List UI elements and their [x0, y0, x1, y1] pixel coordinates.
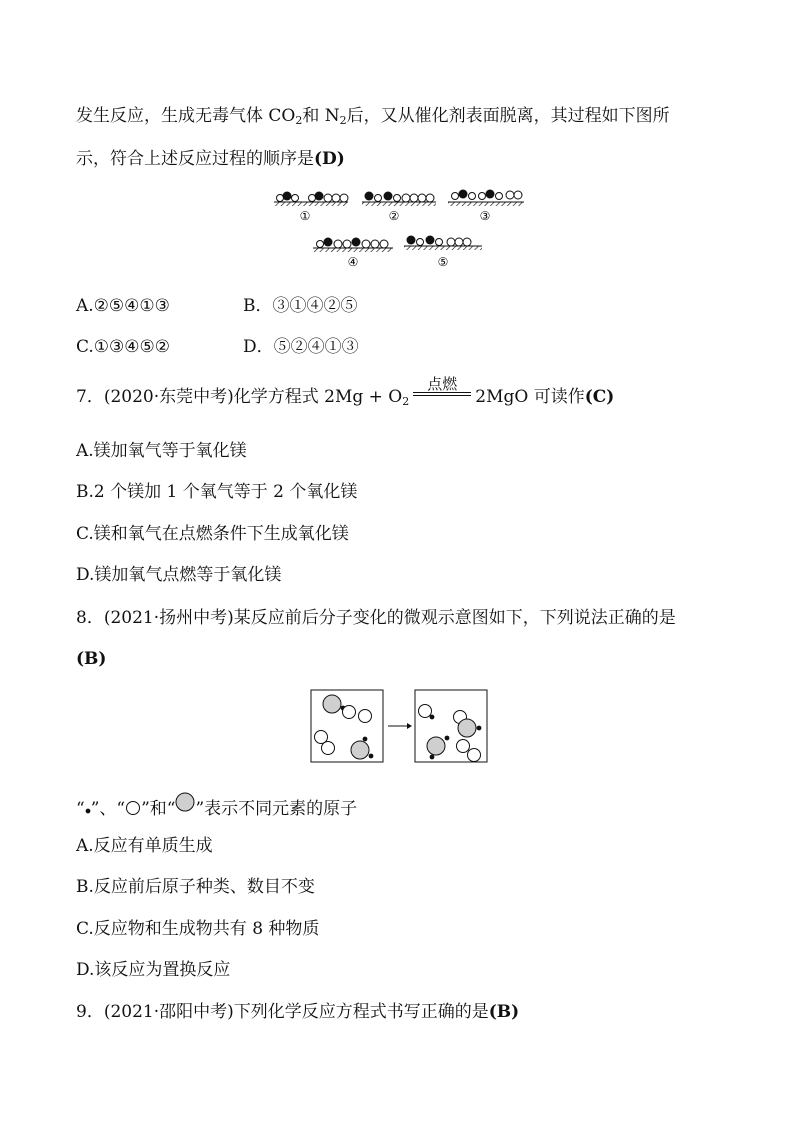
q8-after-box: [415, 690, 487, 762]
q6-line1: 发生反应，生成无毒气体 $CO_2$和 $N_2$后，又从催化剂表面脱离，其过程如下图所: [76, 106, 670, 127]
q7-option-d: D.镁加氧气点燃等于氧化镁: [76, 565, 282, 585]
q6-option-a: A.②⑤④①③: [76, 296, 170, 316]
white-atom-icon: [125, 800, 141, 816]
q8-legend: “ ”、“ ”和“ ”表示不同元素的原子: [76, 792, 357, 821]
q6-line2: 示，符合上述反应过程的顺序是(D): [76, 149, 345, 169]
surface-1: [274, 192, 348, 207]
q8-option-b: B.反应前后原子种类、数目不变: [76, 877, 315, 897]
q8-option-d: D.该反应为置换反应: [76, 960, 231, 980]
q7-condition: 点燃: [427, 375, 458, 393]
q6-answer: (D): [314, 149, 345, 169]
surface-2: [362, 192, 436, 207]
q7-stem: 7．(2020·东莞中考)化学方程式 $2Mg + O_2$ 点燃 2MgO 可读作(C): [76, 385, 614, 409]
q6-option-b: B．③①④②⑤: [243, 296, 358, 316]
q7-option-a: A.镁加氧气等于氧化镁: [76, 441, 247, 461]
figure-label-4: ④: [347, 255, 359, 269]
q8-stem: 8．(2021·扬州中考)某反应前后分子变化的微观示意图如下，下列说法正确的是: [76, 608, 676, 628]
q6-option-d: D．⑤②④①③: [243, 337, 359, 357]
q9-stem: 9．(2021·邵阳中考)下列化学反应方程式书写正确的是(B): [76, 1002, 520, 1022]
q7-answer: (C): [584, 387, 615, 407]
surface-4: [313, 238, 393, 253]
q8-reaction-arrow: [388, 723, 412, 729]
q8-answer: (B): [76, 649, 107, 669]
surface-3: [448, 190, 524, 207]
q8-before-box: [311, 690, 383, 762]
q7-reaction-arrow: [413, 375, 471, 406]
q9-answer: (B): [488, 1002, 520, 1022]
q8-option-a: A.反应有单质生成: [76, 836, 213, 856]
surface-5: [404, 236, 482, 251]
figure-label-5: ⑤: [437, 255, 449, 269]
figure-label-1: ①: [299, 209, 311, 223]
figure-label-2: ②: [388, 209, 400, 223]
grey-atom-icon: [175, 792, 195, 812]
q8-option-c: C.反应物和生成物共有 8 种物质: [76, 919, 320, 939]
q7-option-b: B.2 个镁加 1 个氧气等于 2 个氧化镁: [76, 482, 358, 502]
q7-option-c: C.镁和氧气在点燃条件下生成氧化镁: [76, 524, 349, 544]
q6-option-c: C.①③④⑤②: [76, 337, 171, 357]
figure-label-3: ③: [479, 209, 491, 223]
